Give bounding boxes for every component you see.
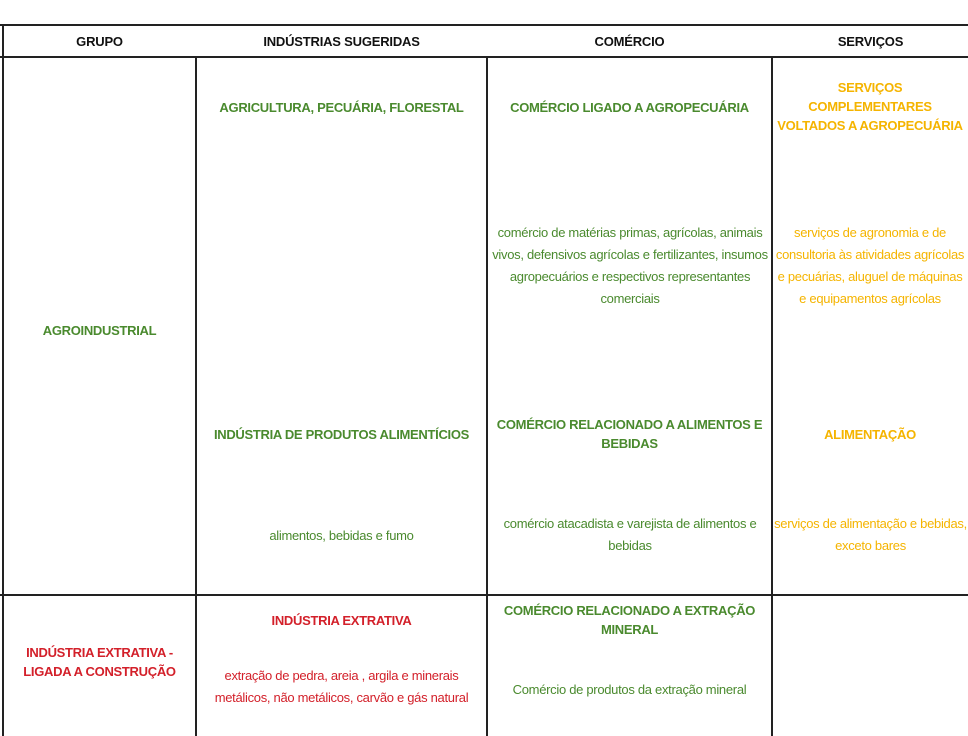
group-agroindustrial: AGROINDUSTRIAL bbox=[42, 322, 157, 338]
comercio-agropecuaria-title: COMÉRCIO LIGADO A AGROPECUÁRIA bbox=[510, 99, 749, 115]
industria-extrativa-title: INDÚSTRIA EXTRATIVA bbox=[271, 612, 412, 628]
comercio-agropecuaria-body: comércio de matérias primas, agrícolas, animais vivos, defensivos agrícolas e fertilizantes, insumos agropecuários e respectivos representantes comerciais bbox=[492, 225, 768, 306]
comercio-alimentos-body: comércio atacadista e varejista de alimentos e bebidas bbox=[503, 516, 757, 553]
servicos-alimentacao-title: ALIMENTAÇÃO bbox=[824, 426, 916, 442]
industria-agricultura-title: AGRICULTURA, PECUÁRIA, FLORESTAL bbox=[219, 99, 464, 115]
header-comercio: COMÉRCIO bbox=[594, 33, 665, 49]
table-left-border bbox=[2, 24, 4, 736]
servicos-agropecuaria-title: SERVIÇOS COMPLEMENTARES VOLTADOS A AGROPECUÁRIA bbox=[777, 79, 963, 133]
header-bottom-border bbox=[0, 56, 968, 58]
comercio-alimentos-title: COMÉRCIO RELACIONADO A ALIMENTOS E BEBIDAS bbox=[496, 417, 763, 451]
group-extrativa: INDÚSTRIA EXTRATIVA - LIGADA A CONSTRUÇÃO bbox=[23, 645, 176, 679]
row-divider bbox=[0, 594, 968, 596]
header-industrias: INDÚSTRIAS SUGERIDAS bbox=[263, 33, 420, 49]
column-divider-1 bbox=[195, 56, 197, 736]
servicos-agropecuaria-body: serviços de agronomia e de consultoria às atividades agrícolas e pecuárias, aluguel de máquinas e equipamentos agrícolas bbox=[775, 225, 965, 306]
comercio-extracao-title: COMÉRCIO RELACIONADO A EXTRAÇÃO MINERAL bbox=[503, 603, 756, 637]
comercio-extracao-body: Comércio de produtos da extração mineral bbox=[512, 682, 747, 697]
industria-alimenticios-title: INDÚSTRIA DE PRODUTOS ALIMENTÍCIOS bbox=[213, 426, 470, 442]
industria-alimenticios-body: alimentos, bebidas e fumo bbox=[269, 528, 414, 543]
servicos-alimentacao-body: serviços de alimentação e bebidas, exceto bares bbox=[774, 516, 967, 553]
column-divider-3 bbox=[771, 56, 773, 736]
header-grupo: GRUPO bbox=[76, 33, 123, 49]
header-servicos: SERVIÇOS bbox=[837, 33, 904, 49]
industria-extrativa-body: extração de pedra, areia , argila e minerais metálicos, não metálicos, carvão e gás natural bbox=[214, 668, 469, 705]
